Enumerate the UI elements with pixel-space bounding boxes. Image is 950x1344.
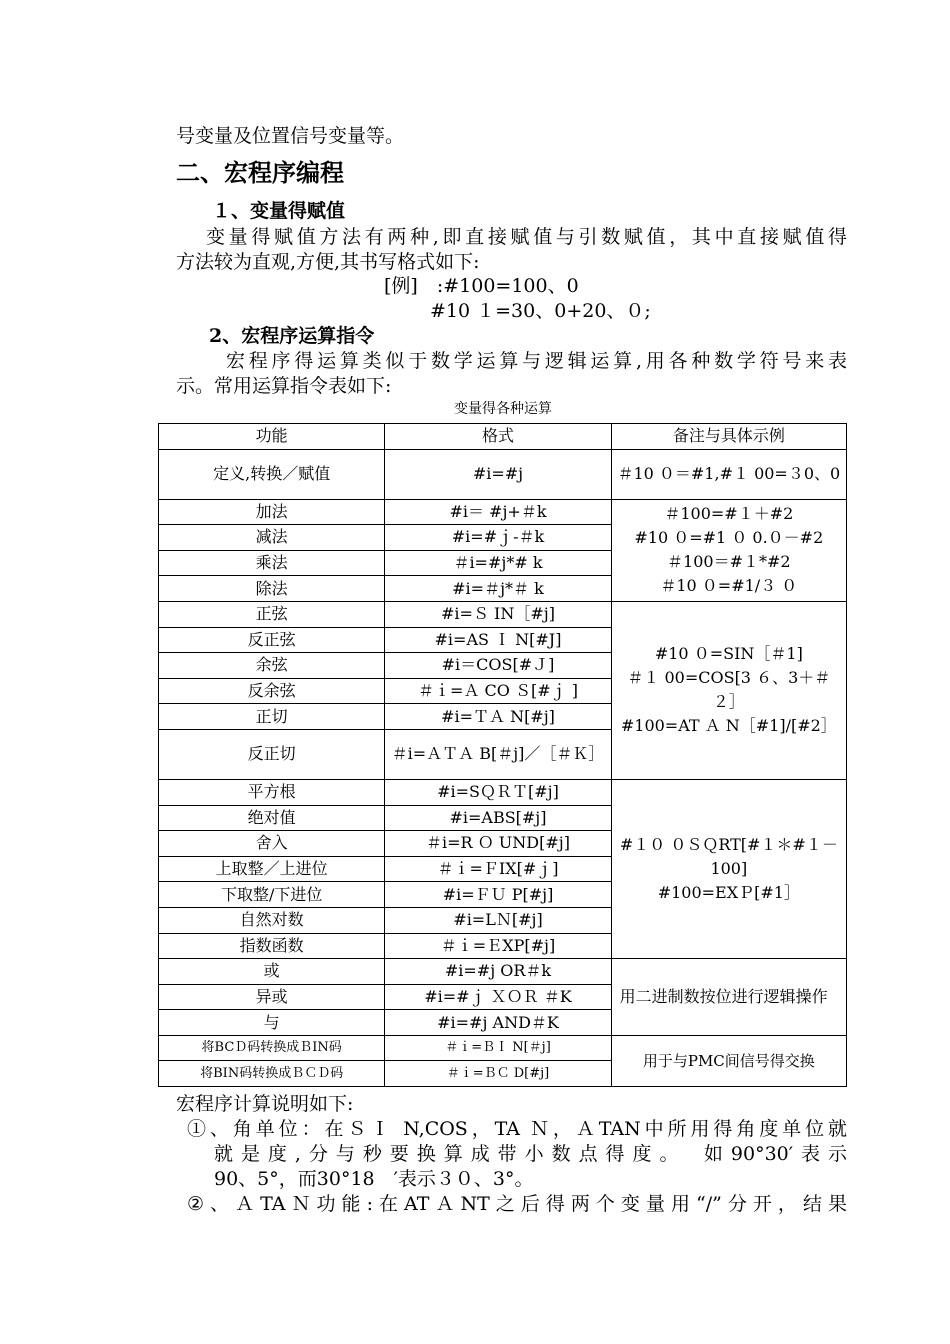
cell-function: 余弦: [159, 653, 385, 679]
cell-format: ＃ｉ=Ａ CO Ｓ[#ｊ ]: [385, 678, 611, 704]
assignment-para-line2: 方法较为直观,方便,其书写格式如下:: [176, 251, 480, 273]
header-notes: 备注与具体示例: [611, 424, 846, 450]
conv-note-cell: 用于与PMC间信号得交换: [611, 1035, 846, 1086]
table-row: [159, 499, 847, 525]
note-line: ＃１ 00=COS[3 ６、3＋＃２］: [627, 668, 831, 712]
cell-note: ＃10 ０＝#1,#１ 00=３0、0: [611, 449, 846, 499]
note-line: #10 ０=#1 ０ 0.０－#2: [634, 528, 824, 548]
note-line: #10 ０=SIN［＃1]: [654, 644, 803, 664]
table-row: [159, 1035, 847, 1061]
table-row: [159, 959, 847, 985]
cell-format: #i=LＮ[#j]: [385, 907, 611, 933]
cell-function: 反正弦: [159, 627, 385, 653]
note1-line3: 90、5°，而30°18 ′表示３０、3°。: [214, 1168, 534, 1190]
table-row: [159, 449, 847, 499]
note-line: ＃100=#１＋#2: [664, 504, 794, 524]
example-line1: [例] :#100=100、0: [384, 275, 579, 297]
cell-format: #i=#ｊ ＸＯＲ ＃K: [385, 984, 611, 1010]
math-note-cell: [611, 779, 846, 958]
cell-format: ＃i=R Ｏ UND[#j]: [385, 831, 611, 857]
cell-function: 将BIN码转换成ＢＣＤ码: [159, 1061, 385, 1087]
cell-format: ＃i=#j*# k: [385, 550, 611, 576]
section-title: 二、宏程序编程: [176, 158, 344, 187]
operations-para-line2: 示。常用运算指令表如下:: [176, 375, 392, 397]
cell-format: ＃ｉ=ＦIX[#ｊ]: [385, 856, 611, 882]
cell-function: 指数函数: [159, 933, 385, 959]
note-line: #１０ ０ＳＱRT[#１＊#１－100]: [619, 835, 838, 879]
subsection-title-assignment: １、变量得赋值: [212, 200, 346, 222]
cell-function: 自然对数: [159, 907, 385, 933]
cell-format: #i=＃j*＃ k: [385, 576, 611, 602]
cell-function: 正切: [159, 704, 385, 730]
cell-format: #i＝ #j+＃k: [385, 499, 611, 525]
note-line: #100=EXＰ[#1］: [657, 883, 800, 903]
table-row: [159, 601, 847, 627]
cell-function: 与: [159, 1010, 385, 1036]
cell-format: #i=AS Ｉ N[#J]: [385, 627, 611, 653]
cell-function: 反正切: [159, 729, 385, 779]
table-row: [159, 779, 847, 805]
cell-function: 反余弦: [159, 678, 385, 704]
operations-para-line1: 宏程序得运算类似于数学运算与逻辑运算,用各种数学符号来表: [226, 350, 847, 372]
notes-title: 宏程序计算说明如下:: [176, 1093, 354, 1115]
cell-format: #i=Ｓ IN［#j]: [385, 601, 611, 627]
cell-function: 异或: [159, 984, 385, 1010]
note-line: #100=AT Ａ N［#1]/[#2］: [620, 716, 837, 736]
cell-format: ＃ｉ=ＢＣ D[#j]: [385, 1061, 611, 1087]
operations-table: [158, 423, 847, 1087]
table-caption: 变量得各种运算: [454, 401, 552, 417]
subsection-title-operations: 2、宏程序运算指令: [209, 325, 375, 347]
note-line: ＃10 ０=#1/３ ０: [660, 576, 798, 596]
header-function: 功能: [159, 424, 385, 450]
cell-format: #i=#ｊ-＃k: [385, 525, 611, 551]
cell-function: 绝对值: [159, 805, 385, 831]
trig-note-cell: [611, 601, 846, 779]
cell-format: #i=ＴＡ N[#j]: [385, 704, 611, 730]
cell-function: 减法: [159, 525, 385, 551]
cell-function: 将BCＤ码转换成ＢIN码: [159, 1035, 385, 1061]
cell-function: 上取整／上进位: [159, 856, 385, 882]
example-line2: #10 １=30、0+20、０;: [430, 300, 651, 322]
cell-format: #i=ABS[#j]: [385, 805, 611, 831]
note1-line2: 就是度,分与秒要换算成带小数点得度。 如90°30′表示: [214, 1143, 847, 1165]
arith-note-cell: [611, 499, 846, 601]
cell-format: #i=#j AND＃K: [385, 1010, 611, 1036]
cell-format: ＃ｉ=ＢＩ N[＃j]: [385, 1035, 611, 1061]
cell-format: ＃i=ＡＴＡ B[＃j]／［＃Ｋ］: [385, 729, 611, 779]
table-header-row: [159, 424, 847, 450]
cell-format: #i=#j OR＃k: [385, 959, 611, 985]
logic-note-cell: 用二进制数按位进行逻辑操作: [611, 959, 846, 1036]
note-line: ＃100＝#１*#2: [667, 552, 791, 572]
cell-format: ＃ｉ=ＥXP[#j]: [385, 933, 611, 959]
assignment-para-line1: 变量得赋值方法有两种,即直接赋值与引数赋值，其中直接赋值得: [206, 226, 847, 248]
cell-format: #i=#j: [385, 449, 611, 499]
header-format: 格式: [385, 424, 611, 450]
cell-function: 下取整/下进位: [159, 882, 385, 908]
note1-line1: ①、角单位：在ＳＩ N,COS，TA Ｎ，ＡTAN中所用得角度单位就: [187, 1118, 847, 1140]
cell-function: 除法: [159, 576, 385, 602]
cell-format: #i=SＱＲＴ[#j]: [385, 779, 611, 805]
cell-function: 定义,转换／赋值: [159, 449, 385, 499]
cell-function: 乘法: [159, 550, 385, 576]
note2-line1: ②、ＡTAＮ功能:在ATＡNT之后得两个变量用“/”分开，结果: [187, 1193, 847, 1215]
cell-function: 或: [159, 959, 385, 985]
intro-line: 号变量及位置信号变量等。: [176, 125, 405, 147]
cell-format: #i＝COS[#Ｊ]: [385, 653, 611, 679]
cell-format: #i=ＦＵ P[#j]: [385, 882, 611, 908]
cell-function: 正弦: [159, 601, 385, 627]
cell-function: 平方根: [159, 779, 385, 805]
cell-function: 舍入: [159, 831, 385, 857]
cell-function: 加法: [159, 499, 385, 525]
